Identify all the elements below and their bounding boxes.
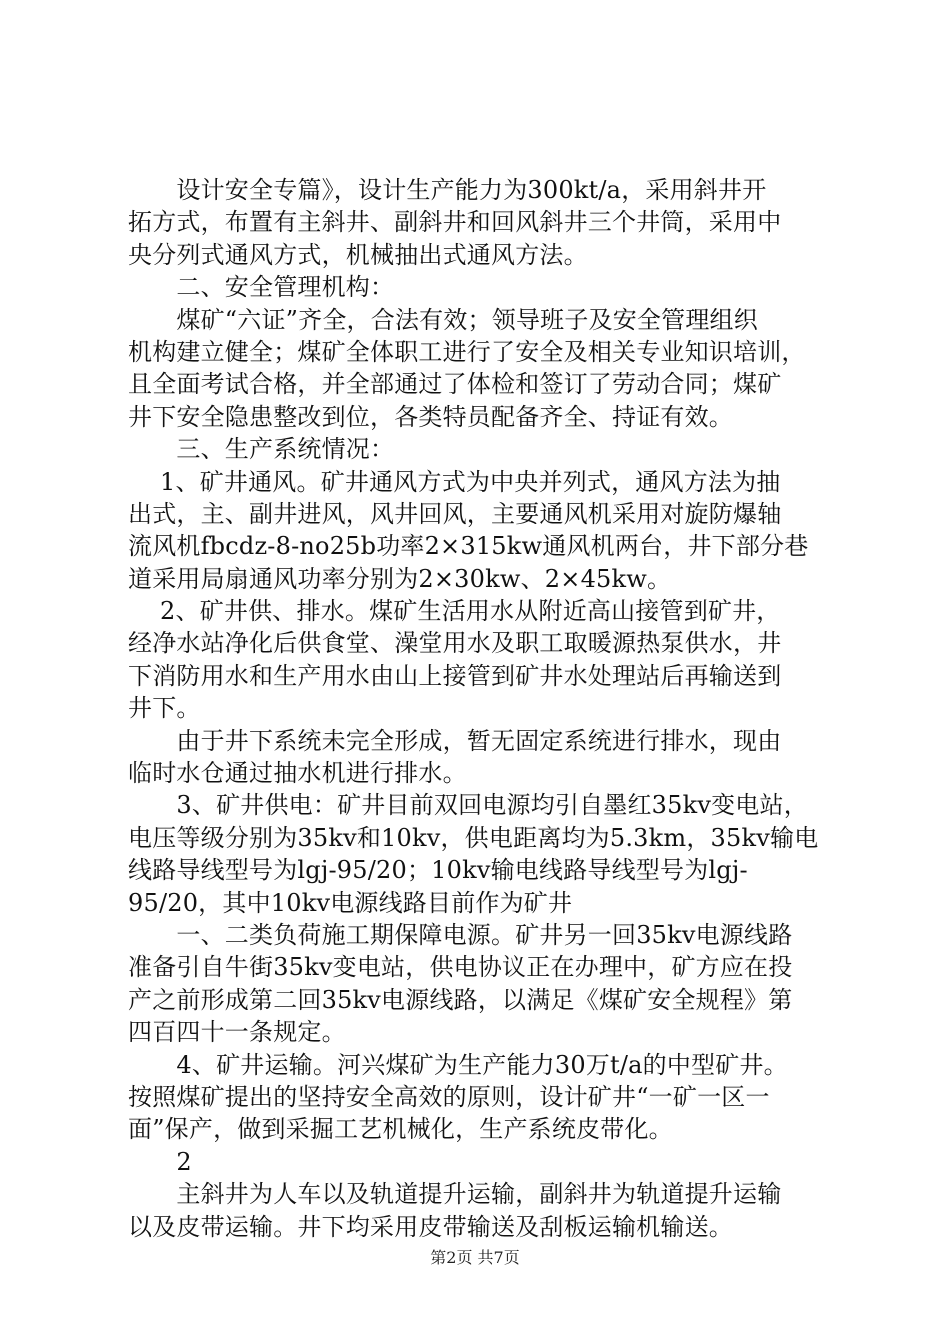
text-line: 主斜井为人车以及轨道提升运输，副斜井为轨道提升运输 xyxy=(128,1180,782,1209)
text-line: 四百四十一条规定。 xyxy=(128,1018,346,1047)
text-line: 95/20，其中10kv电源线路目前作为矿井 xyxy=(128,888,573,917)
text-line: 面”保产，做到采掘工艺机械化，生产系统皮带化。 xyxy=(128,1115,673,1144)
text-line: 准备引自牛街35kv变电站，供电协议正在办理中，矿方应在投 xyxy=(128,953,793,982)
text-line: 经净水站净化后供食堂、澡堂用水及职工取暖源热泵供水，井 xyxy=(128,629,782,658)
text-line: 机构建立健全；煤矿全体职工进行了安全及相关专业知识培训， xyxy=(128,337,806,366)
text-line: 电压等级分别为35kv和10kv，供电距离均为5.3km，35kv输电 xyxy=(128,823,819,852)
text-line: 流风机fbcdz-8-no25b功率2×315kw通风机两台，井下部分巷 xyxy=(128,532,809,561)
text-line: 下消防用水和生产用水由山上接管到矿井水处理站后再输送到 xyxy=(128,661,782,690)
text-line: 以及皮带运输。井下均采用皮带输送及刮板运输机输送。 xyxy=(128,1212,733,1241)
text-line: 按照煤矿提出的坚持安全高效的原则，设计矿井“一矿一区一 xyxy=(128,1082,770,1111)
text-line: 2、矿井供、排水。煤矿生活用水从附近高山接管到矿井， xyxy=(128,597,781,626)
text-line: 拓方式，布置有主斜井、副斜井和回风斜井三个井筒，采用中 xyxy=(128,208,782,237)
section-heading: 三、生产系统情况： xyxy=(128,435,395,464)
page-footer: 第2页 共7页 xyxy=(430,1248,520,1267)
document-body xyxy=(128,174,833,1243)
text-line: 由于井下系统未完全形成，暂无固定系统进行排水，现由 xyxy=(128,726,782,755)
text-line: 道采用局扇通风功率分别为2×30kw、2×45kw。 xyxy=(128,564,672,593)
text-line: 央分列式通风方式，机械抽出式通风方法。 xyxy=(128,240,588,269)
text-line: 线路导线型号为lgj-95/20；10kv输电线路导线型号为lgj- xyxy=(128,856,748,885)
text-line: 临时水仓通过抽水机进行排水。 xyxy=(128,759,467,788)
text-line: 设计安全专篇》，设计生产能力为300kt/a，采用斜井开 xyxy=(128,176,767,204)
text-line: 4、矿井运输。河兴煤矿为生产能力30万t/a的中型矿井。 xyxy=(128,1050,788,1079)
text-line: 产之前形成第二回35kv电源线路，以满足《煤矿安全规程》第 xyxy=(128,985,793,1014)
section-heading: 二、安全管理机构： xyxy=(128,273,395,302)
text-line: 一、二类负荷施工期保障电源。矿井另一回35kv电源线路 xyxy=(128,920,793,949)
text-line: 且全面考试合格，并全部通过了体检和签订了劳动合同；煤矿 xyxy=(128,370,782,399)
text-line: 1、矿井通风。矿井通风方式为中央并列式，通风方法为抽 xyxy=(128,467,781,496)
text-line: 出式，主、副井进风，风井回风，主要通风机采用对旋防爆轴 xyxy=(128,499,782,528)
text-line: 2 xyxy=(128,1147,192,1176)
text-line: 煤矿“六证”齐全，合法有效；领导班子及安全管理组织 xyxy=(128,305,758,334)
text-line: 井下。 xyxy=(128,694,201,723)
text-line: 井下安全隐患整改到位，各类特员配备齐全、持证有效。 xyxy=(128,402,733,431)
text-line: 3、矿井供电：矿井目前双回电源均引自墨红35kv变电站， xyxy=(128,791,808,820)
